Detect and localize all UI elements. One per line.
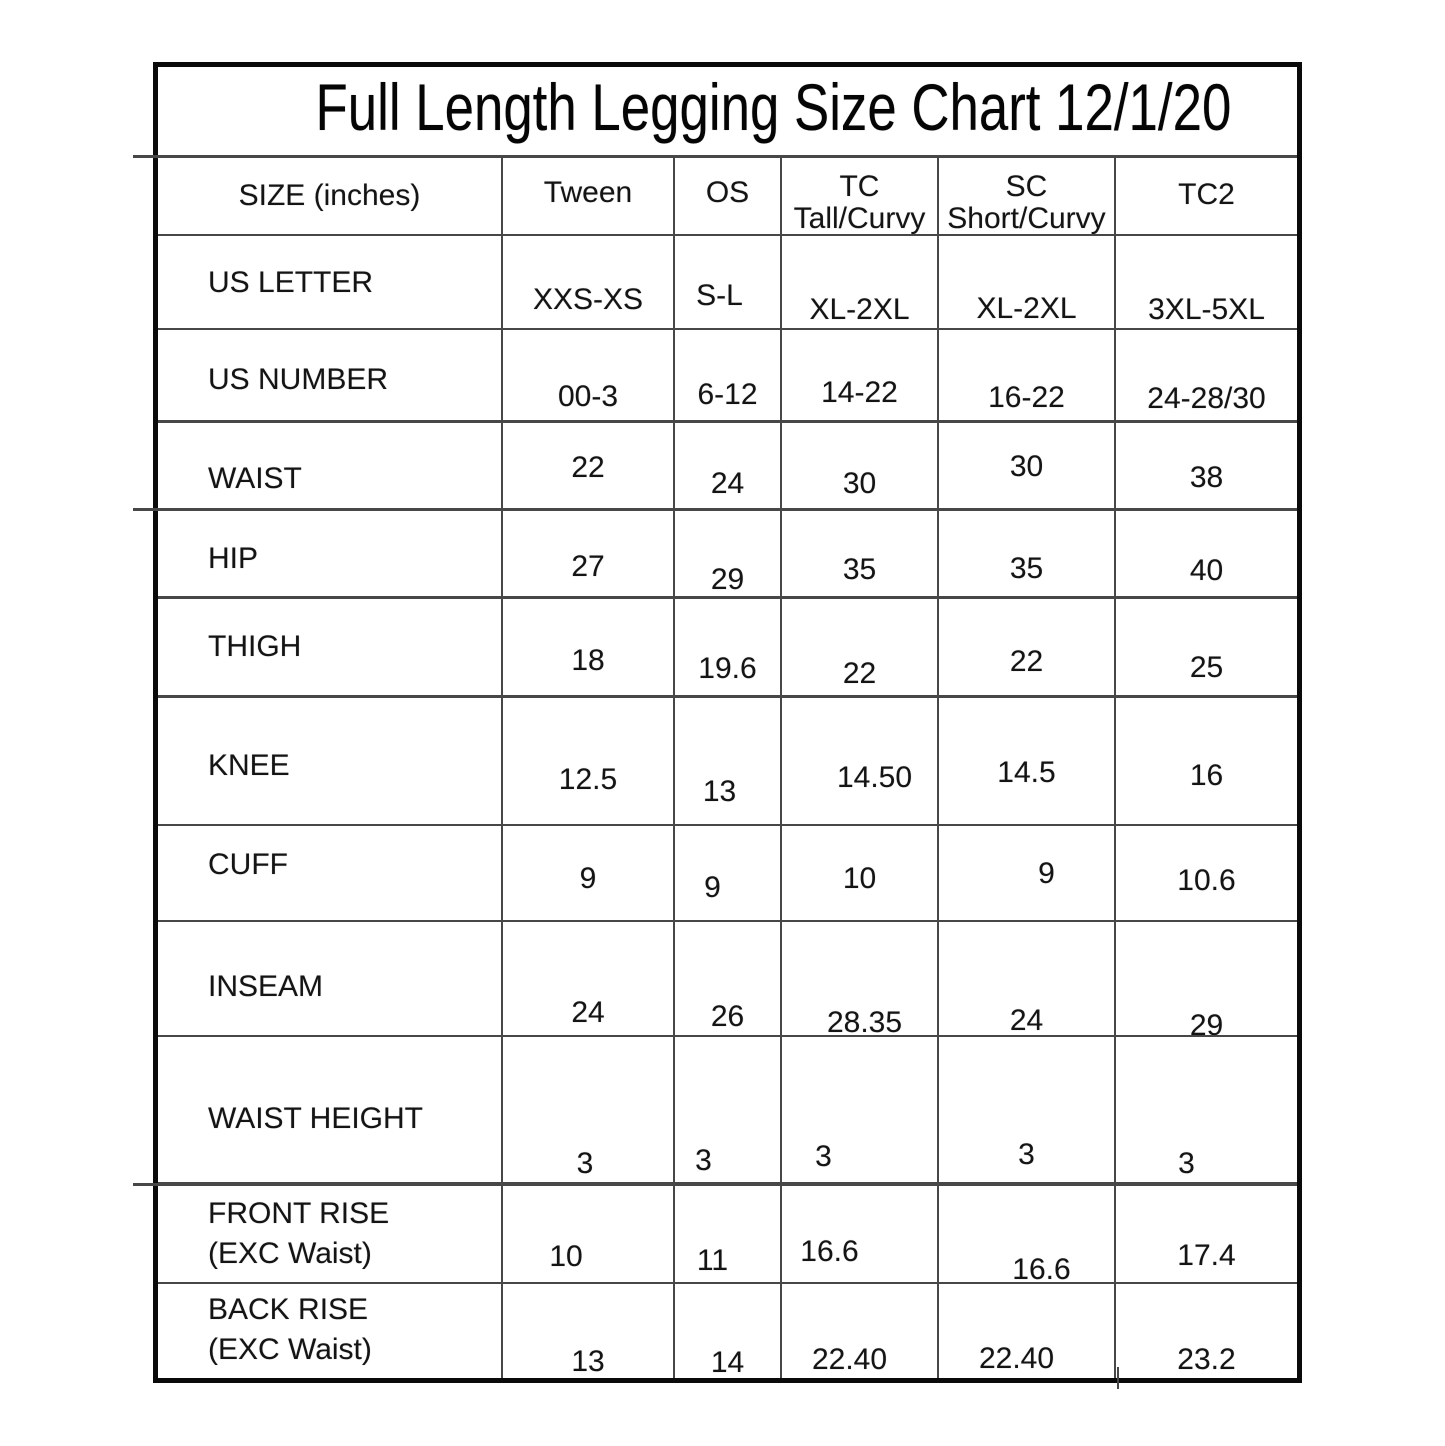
header-label-tc xyxy=(794,171,926,235)
header-cell-size xyxy=(158,158,501,234)
row-label-line2: (EXC Waist) xyxy=(208,1333,372,1366)
cell-us-letter-tc xyxy=(780,236,937,328)
value-us-number-os: 6-12 xyxy=(697,378,758,411)
value-front-rise-tc2: 17.4 xyxy=(1177,1239,1236,1272)
row-label-cuff: CUFF xyxy=(208,848,288,881)
value-inseam-tween: 24 xyxy=(571,996,605,1029)
value-us-letter-os: S-L xyxy=(696,279,743,312)
value-waist-height-tc: 3 xyxy=(815,1140,832,1173)
cell-us-number-sc xyxy=(937,330,1114,420)
value-us-number-sc: 16-22 xyxy=(988,381,1065,414)
cell-us-letter-os xyxy=(673,236,780,328)
row-label-waist: WAIST xyxy=(208,462,302,495)
cell-waist-tc2 xyxy=(1114,423,1297,508)
value-cuff-sc: 9 xyxy=(1038,857,1055,890)
cell-inseam-sc xyxy=(937,922,1114,1035)
row-inseam xyxy=(158,920,1297,1042)
chart-title: Full Length Legging Size Chart 12/1/20 xyxy=(315,70,1232,144)
size-chart-table xyxy=(153,62,1302,1383)
cell-us-number-tc2 xyxy=(1114,330,1297,420)
value-inseam-tc: 28.35 xyxy=(826,1006,903,1039)
row-label-us-number: US NUMBER xyxy=(208,363,389,396)
header-cell-tc2 xyxy=(1114,158,1297,234)
header-label-sc xyxy=(947,171,1105,235)
value-back-rise-tc2: 23.2 xyxy=(1177,1343,1236,1376)
header-label-size: SIZE (inches) xyxy=(238,179,421,212)
cell-front-rise-tc2 xyxy=(1114,1186,1297,1282)
cell-us-letter-tween xyxy=(501,236,673,328)
value-front-rise-tween: 10 xyxy=(549,1240,583,1273)
value-cuff-tween: 9 xyxy=(579,862,597,895)
cell-back-rise-tc2 xyxy=(1114,1284,1297,1378)
value-us-number-tc: 14-22 xyxy=(821,376,898,409)
value-front-rise-tc: 16.6 xyxy=(800,1235,859,1268)
header-label-os: OS xyxy=(705,176,750,209)
row-front-rise xyxy=(158,1182,1297,1286)
cell-us-number-tc xyxy=(780,330,937,420)
value-us-letter-tc2: 3XL-5XL xyxy=(1148,293,1265,326)
value-back-rise-os: 14 xyxy=(710,1346,745,1379)
row-thigh xyxy=(158,596,1297,695)
row-label-knee: KNEE xyxy=(208,749,290,782)
cell-waist-sc xyxy=(937,423,1114,508)
value-knee-os: 13 xyxy=(702,775,737,808)
row-label-back-rise xyxy=(208,1290,372,1370)
row-label-hip: HIP xyxy=(208,542,259,575)
cell-knee-tc2 xyxy=(1114,698,1297,824)
value-us-letter-sc: XL-2XL xyxy=(976,292,1077,325)
row-label-front-rise xyxy=(208,1194,389,1274)
cell-knee-sc xyxy=(937,698,1114,824)
row-label-line2: (EXC Waist) xyxy=(208,1237,372,1270)
header-label-line2: Short/Curvy xyxy=(947,202,1106,235)
value-hip-tc2: 40 xyxy=(1189,554,1224,587)
value-front-rise-os: 11 xyxy=(696,1244,729,1277)
cell-knee-tc xyxy=(780,698,937,824)
value-inseam-os: 26 xyxy=(710,1000,745,1033)
cell-cuff-tc2 xyxy=(1114,826,1297,920)
row-label-cell-cuff xyxy=(158,826,501,920)
header-cell-tween xyxy=(501,158,673,234)
header-label-line2: Tall/Curvy xyxy=(793,202,926,235)
cell-hip-sc xyxy=(937,511,1114,596)
row-us-number xyxy=(158,328,1297,420)
row-label-line1: FRONT RISE xyxy=(208,1197,390,1230)
cell-us-letter-tc2 xyxy=(1114,236,1297,328)
cell-front-rise-sc xyxy=(937,1186,1114,1286)
row-label-thigh: THIGH xyxy=(208,630,302,663)
header-row xyxy=(158,155,1297,234)
row-us-letter xyxy=(158,234,1297,328)
cell-front-rise-os xyxy=(673,1186,780,1282)
cell-thigh-tc2 xyxy=(1114,599,1297,695)
value-inseam-sc: 24 xyxy=(1009,1004,1044,1037)
row-label-cell-us-letter xyxy=(158,236,501,328)
header-label-line1: SC xyxy=(1005,170,1048,203)
value-waist-tween: 22 xyxy=(571,451,605,484)
cell-hip-tc xyxy=(780,511,937,596)
cell-waist-height-tc xyxy=(780,1037,937,1182)
row-label-cell-waist-height xyxy=(158,1037,501,1182)
row-label-cell-thigh xyxy=(158,599,501,695)
header-label-line1: TC xyxy=(839,170,880,203)
row-label-cell-inseam xyxy=(158,922,501,1035)
row-label-cell-waist xyxy=(158,423,501,508)
value-knee-sc: 14.5 xyxy=(997,756,1056,789)
value-waist-height-tween: 3 xyxy=(576,1147,594,1180)
cell-thigh-sc xyxy=(937,599,1114,695)
cell-thigh-tc xyxy=(780,599,937,695)
row-label-waist-height: WAIST HEIGHT xyxy=(208,1102,424,1135)
row-waist xyxy=(158,420,1297,508)
cell-thigh-tween xyxy=(501,599,673,695)
value-waist-height-tc2: 3 xyxy=(1178,1147,1195,1180)
value-hip-tween: 27 xyxy=(571,550,605,583)
value-thigh-tween: 18 xyxy=(571,644,605,677)
value-waist-sc: 30 xyxy=(1009,450,1044,483)
value-hip-tc: 35 xyxy=(842,553,877,586)
cell-inseam-tc2 xyxy=(1114,922,1297,1042)
value-cuff-tc2: 10.6 xyxy=(1177,864,1236,897)
row-label-inseam: INSEAM xyxy=(208,970,324,1003)
cell-us-letter-sc xyxy=(937,236,1114,328)
cell-cuff-sc xyxy=(937,826,1114,920)
scan-artifact-tick xyxy=(1117,1367,1119,1389)
value-thigh-tc: 22 xyxy=(842,657,877,690)
cell-thigh-os xyxy=(673,599,780,695)
row-waist-height xyxy=(158,1035,1297,1182)
cell-waist-height-os xyxy=(673,1037,780,1182)
header-label-tween: Tween xyxy=(543,176,633,209)
row-back-rise xyxy=(158,1282,1297,1378)
cell-cuff-os xyxy=(673,826,780,920)
row-label-line1: BACK RISE xyxy=(208,1293,369,1326)
value-knee-tween: 12.5 xyxy=(558,763,618,796)
cell-front-rise-tc xyxy=(780,1186,937,1282)
value-knee-tc: 14.50 xyxy=(836,761,913,794)
value-us-number-tween: 00-3 xyxy=(557,380,619,413)
cell-us-number-tween xyxy=(501,330,673,420)
header-label-tc2: TC2 xyxy=(1178,178,1235,211)
value-front-rise-sc: 16.6 xyxy=(1012,1253,1071,1286)
row-hip xyxy=(158,508,1297,596)
cell-us-number-os xyxy=(673,330,780,420)
cell-knee-tween xyxy=(501,698,673,824)
cell-cuff-tc xyxy=(780,826,937,920)
row-cuff xyxy=(158,824,1297,920)
row-label-cell-back-rise xyxy=(158,1284,501,1378)
cell-waist-os xyxy=(673,423,780,508)
header-cell-sc xyxy=(937,158,1114,234)
cell-back-rise-sc xyxy=(937,1284,1114,1378)
value-us-number-tc2: 24-28/30 xyxy=(1147,382,1266,415)
cell-waist-height-tc2 xyxy=(1114,1037,1297,1182)
row-knee xyxy=(158,695,1297,824)
value-waist-tc: 30 xyxy=(842,467,877,500)
row-label-cell-front-rise xyxy=(158,1186,501,1282)
cell-cuff-tween xyxy=(501,826,673,920)
value-hip-sc: 35 xyxy=(1009,552,1044,585)
header-cell-os xyxy=(673,158,780,234)
value-back-rise-sc: 22.40 xyxy=(978,1342,1055,1375)
value-thigh-os: 19.6 xyxy=(698,652,757,685)
cell-inseam-tc xyxy=(780,922,937,1039)
cell-front-rise-tween xyxy=(501,1186,673,1282)
cell-inseam-os xyxy=(673,922,780,1035)
value-us-letter-tween: XXS-XS xyxy=(532,283,644,316)
value-cuff-tc: 10 xyxy=(842,862,877,895)
cell-back-rise-os xyxy=(673,1284,780,1378)
value-thigh-sc: 22 xyxy=(1009,645,1044,678)
cell-waist-height-tween xyxy=(501,1037,673,1182)
cell-hip-tc2 xyxy=(1114,511,1297,596)
value-waist-os: 24 xyxy=(710,467,745,500)
cell-waist-tc xyxy=(780,423,937,508)
value-hip-os: 29 xyxy=(710,563,745,596)
cell-inseam-tween xyxy=(501,922,673,1035)
value-us-letter-tc: XL-2XL xyxy=(809,293,910,326)
row-label-cell-hip xyxy=(158,511,501,596)
cell-knee-os xyxy=(673,698,780,824)
title-row xyxy=(158,67,1297,155)
row-label-cell-us-number xyxy=(158,330,501,420)
value-waist-height-os: 3 xyxy=(695,1144,712,1177)
cell-back-rise-tween xyxy=(501,1284,673,1378)
value-waist-tc2: 38 xyxy=(1189,461,1224,494)
cell-waist-height-sc xyxy=(937,1037,1114,1182)
value-back-rise-tc: 22.40 xyxy=(811,1343,888,1376)
value-knee-tc2: 16 xyxy=(1189,759,1224,792)
cell-hip-tween xyxy=(501,511,673,596)
row-label-us-letter: US LETTER xyxy=(208,266,374,299)
row-label-cell-knee xyxy=(158,698,501,824)
cell-waist-tween xyxy=(501,423,673,508)
header-cell-tc xyxy=(780,158,937,234)
cell-hip-os xyxy=(673,511,780,596)
value-waist-height-sc: 3 xyxy=(1018,1138,1035,1171)
cell-back-rise-tc xyxy=(780,1284,937,1378)
value-inseam-tc2: 29 xyxy=(1189,1009,1224,1042)
table-body xyxy=(158,155,1297,1378)
value-cuff-os: 9 xyxy=(704,871,721,904)
value-back-rise-tween: 13 xyxy=(571,1345,605,1378)
value-thigh-tc2: 25 xyxy=(1189,651,1224,684)
